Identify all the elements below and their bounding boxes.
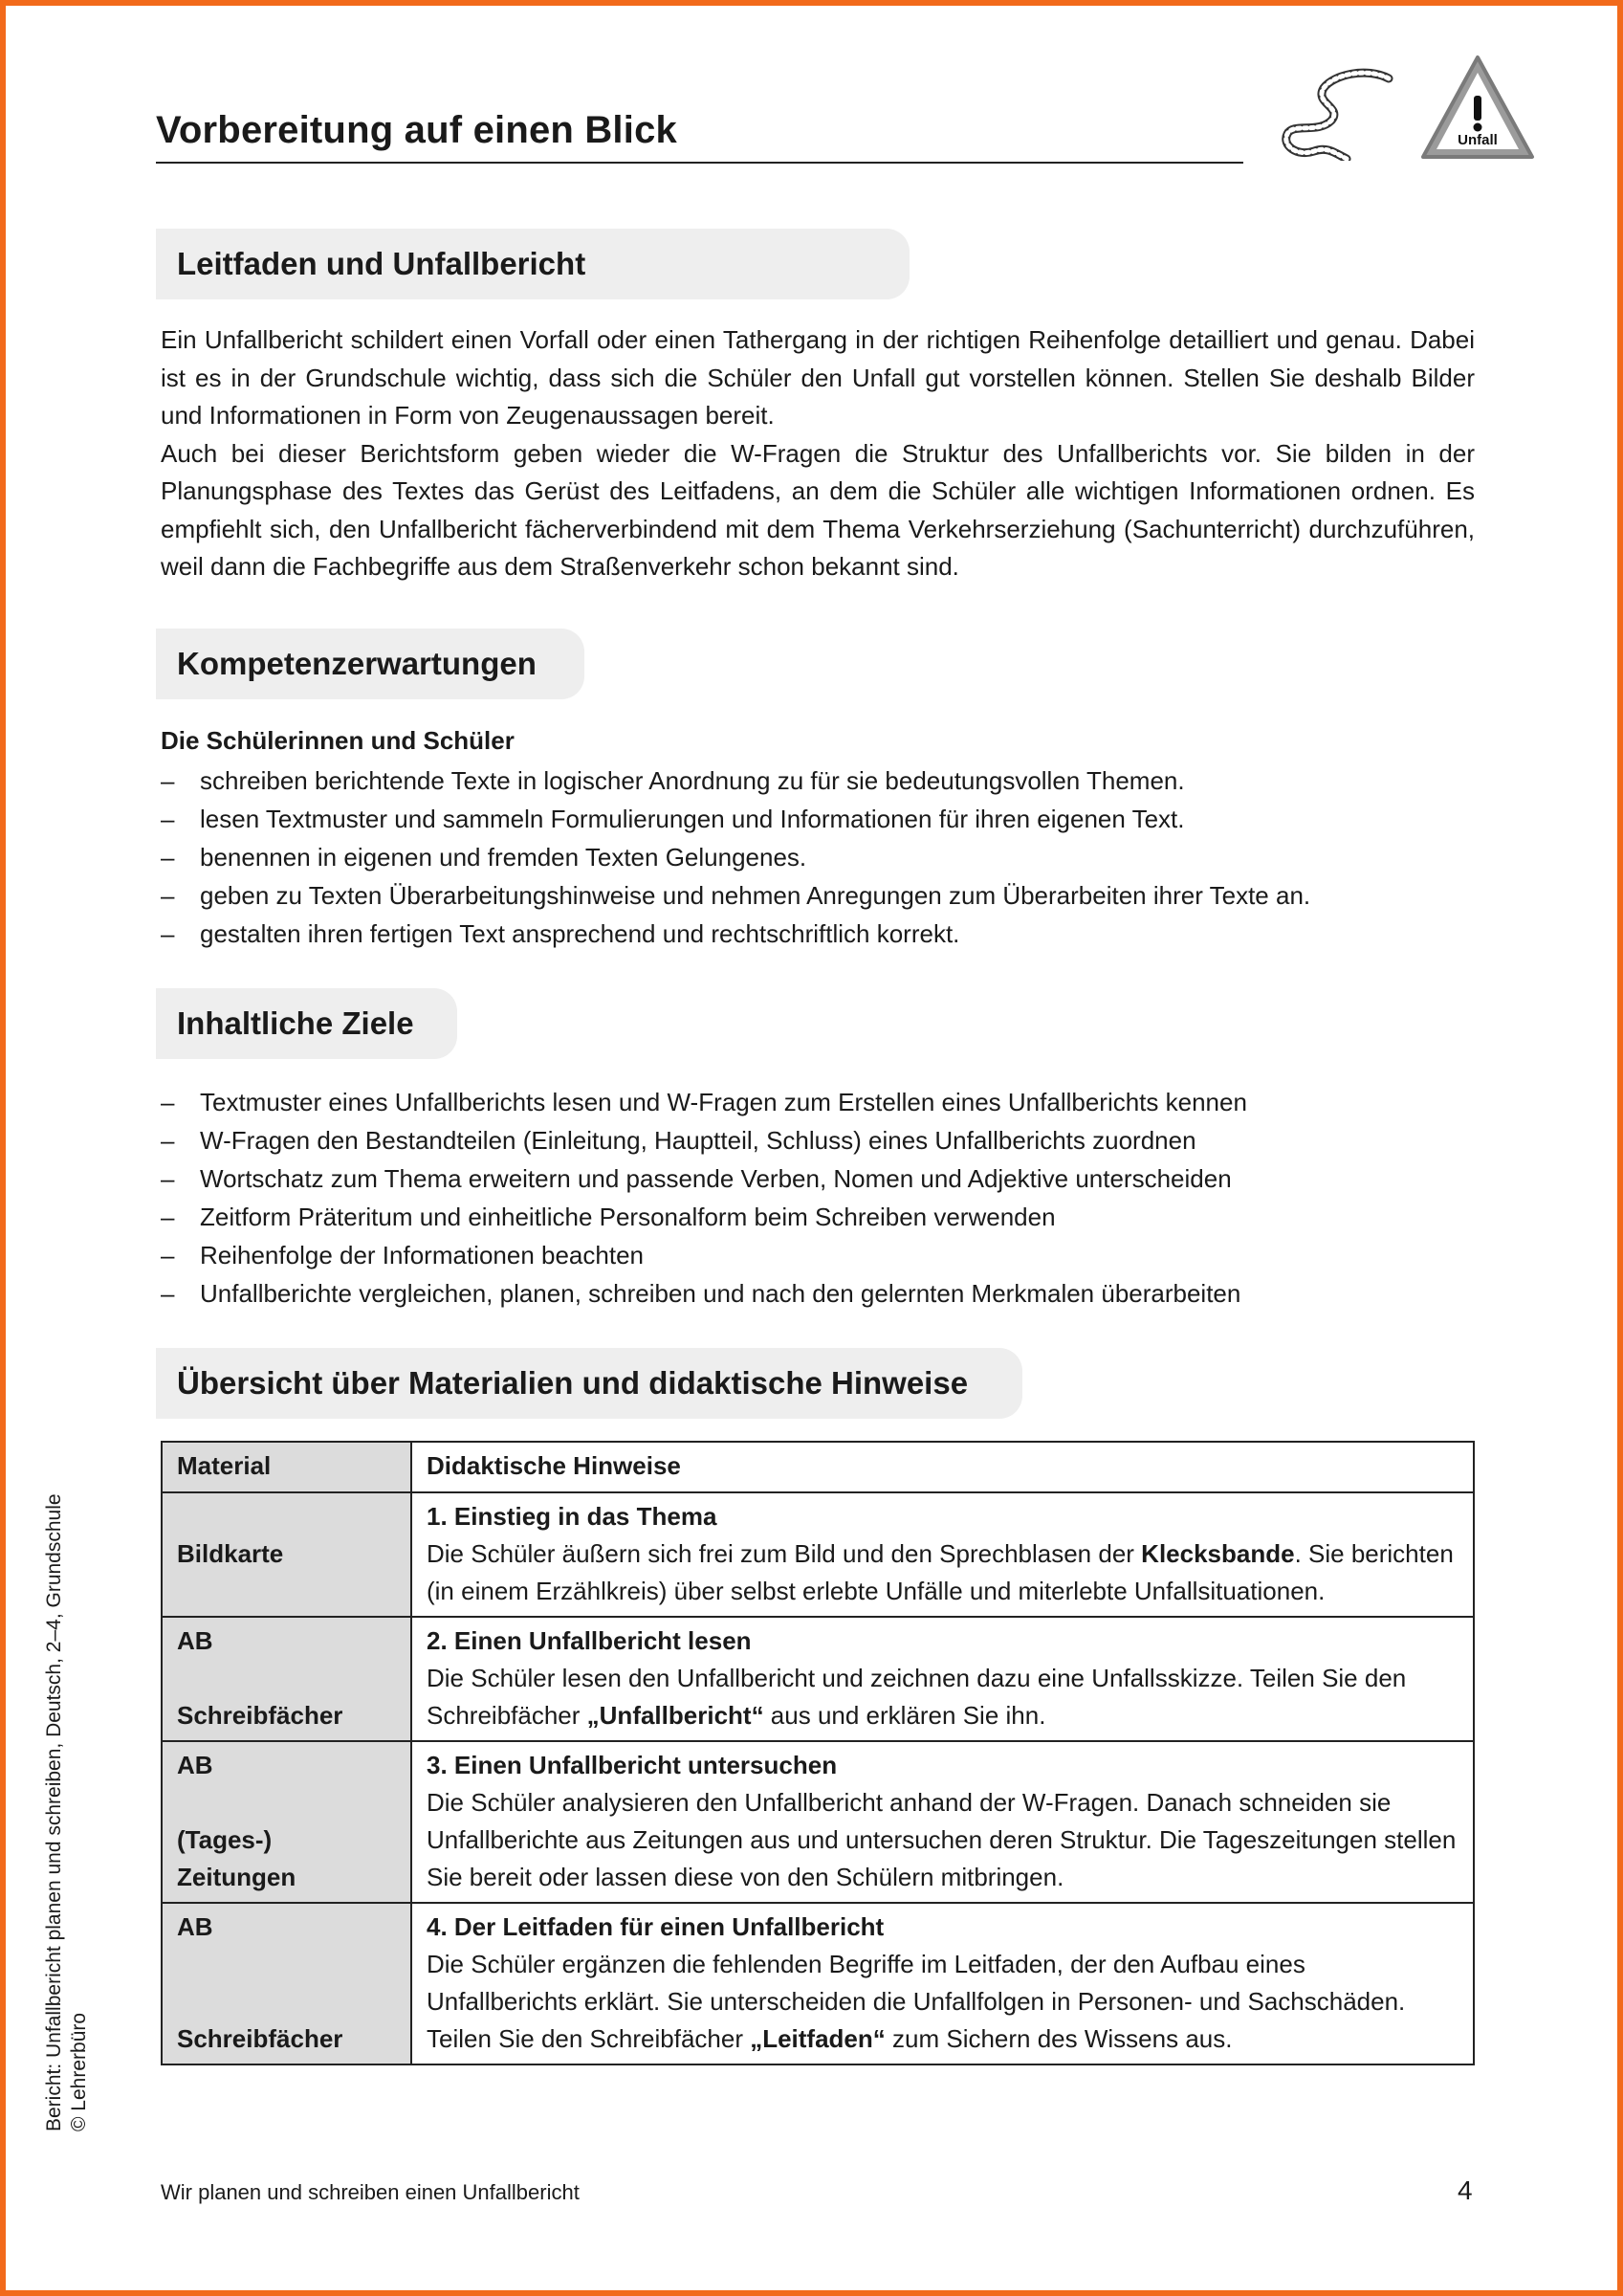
notes-cell — [411, 1741, 1474, 1903]
material-label: Bildkarte — [177, 1539, 284, 1568]
competences-list — [161, 762, 1475, 953]
material-label: AB — [177, 1751, 213, 1779]
notes-emphasis: Klecksbande — [1141, 1539, 1295, 1568]
guide-text — [161, 321, 1475, 586]
side-credit — [42, 1493, 92, 2131]
material-label: AB — [177, 1626, 213, 1655]
table-row — [162, 1617, 1474, 1741]
table-row — [162, 1741, 1474, 1903]
step-title: 2. Einen Unfallbericht lesen — [427, 1626, 752, 1655]
material-cell — [162, 1903, 411, 2064]
section-heading-goals: Inhaltliche Ziele — [156, 988, 457, 1059]
guide-paragraph-1: Ein Unfallbericht schildert einen Vorfall oder einen Tathergang in der richtigen Reihenfolge detailliert und genau. Dabei ist es in der Grundschule wichtig, dass sich die Schüler den Unfall gut vorstellen können. Stellen Sie deshalb Bilder und Informationen in Form von Zeugenaussagen bereit. — [161, 325, 1475, 430]
notes-emphasis: „Leitfaden“ — [750, 2024, 886, 2053]
list-item: – Zeitform Präteritum und einheitliche Personalform beim Schreiben verwenden — [161, 1198, 1475, 1236]
page-title: Vorbereitung auf einen Blick — [156, 109, 677, 151]
material-cell — [162, 1617, 411, 1741]
notes-text: Die Schüler lesen den Unfallbericht und zeichnen dazu eine Unfallsskizze. Teilen Sie den Schreibfächer — [427, 1664, 1407, 1730]
side-credit-line: Bericht: Unfallbericht planen und schreiben, Deutsch, 2–4, Grundschule — [43, 1493, 65, 2131]
step-title: 3. Einen Unfallbericht untersuchen — [427, 1751, 838, 1779]
notes-text-end: . Sie berichten (in einem Erzählkreis) über selbst erlebte Unfälle und miterlebte Unfallsituationen. — [427, 1539, 1454, 1605]
page-number: 4 — [1458, 2175, 1473, 2205]
notes-emphasis: „Unfallbericht“ — [586, 1701, 764, 1730]
list-item: – lesen Textmuster und sammeln Formulierungen und Informationen für ihren eigenen Text. — [161, 800, 1475, 838]
list-item: – Reihenfolge der Informationen beachten — [161, 1236, 1475, 1274]
notes-text-end: aus und erklären Sie ihn. — [763, 1701, 1046, 1730]
competences-subheading: Die Schülerinnen und Schüler — [161, 726, 515, 755]
warning-sign-icon — [1419, 54, 1536, 164]
list-item: – Wortschatz zum Thema erweitern und passende Verben, Nomen und Adjektive unterscheiden — [161, 1159, 1475, 1198]
notes-cell — [411, 1903, 1474, 2064]
list-item: – gestalten ihren fertigen Text ansprechend und rechtschriftlich korrekt. — [161, 915, 1475, 953]
section-heading-guide: Leitfaden und Unfallbericht — [156, 229, 910, 299]
material-label: Schreibfächer — [177, 1701, 343, 1730]
list-item: – geben zu Texten Überarbeitungshinweise und nehmen Anregungen zum Überarbeiten ihrer Texte an. — [161, 876, 1475, 915]
step-title: 4. Der Leitfaden für einen Unfallbericht — [427, 1912, 885, 1941]
notes-cell — [411, 1617, 1474, 1741]
column-header-material: Material — [162, 1442, 411, 1492]
list-item: – W-Fragen den Bestandteilen (Einleitung, Hauptteil, Schluss) eines Unfallberichts zuordnen — [161, 1121, 1475, 1159]
table-row — [162, 1903, 1474, 2064]
section-heading-competences: Kompetenzerwartungen — [156, 629, 584, 699]
warning-sign-label: Unfall — [1458, 132, 1498, 148]
notes-cell — [411, 1492, 1474, 1617]
table-header-row — [162, 1442, 1474, 1492]
notes-text: Die Schüler äußern sich frei zum Bild und den Sprechblasen der — [427, 1539, 1142, 1568]
notes-text: Die Schüler analysieren den Unfallbericht anhand der W-Fragen. Danach schneiden sie Unfallberichte aus Zeitungen aus und untersuchen deren Struktur. Die Tageszeitungen stellen Sie bereit oder lassen diese von den Schülern mitbringen. — [427, 1788, 1457, 1891]
material-cell — [162, 1492, 411, 1617]
title-underline — [156, 162, 1243, 164]
notes-text-end: zum Sichern des Wissens aus. — [885, 2024, 1233, 2053]
material-label: AB — [177, 1912, 213, 1941]
copyright-line: © Lehrerbüro — [68, 2012, 90, 2131]
column-header-notes: Didaktische Hinweise — [411, 1442, 1474, 1492]
footer-title: Wir planen und schreiben einen Unfallbericht — [161, 2180, 580, 2204]
goals-list — [161, 1083, 1475, 1313]
list-item: – Textmuster eines Unfallberichts lesen und W-Fragen zum Erstellen eines Unfallberichts kennen — [161, 1083, 1475, 1121]
material-label: Schreibfächer — [177, 2024, 343, 2053]
material-label: (Tages-) — [177, 1825, 273, 1854]
list-item: – Unfallberichte vergleichen, planen, schreiben und nach den gelernten Merkmalen überarbeiten — [161, 1274, 1475, 1313]
materials-table — [161, 1441, 1475, 2065]
rope-icon — [1276, 65, 1400, 161]
notes-text: Die Schüler ergänzen die fehlenden Begriffe im Leitfaden, der den Aufbau eines Unfallberichts erklärt. Sie unterscheiden die Unfallfolgen in Personen- und Sachschäden. Teilen Sie den Schreibfächer — [427, 1950, 1406, 2053]
table-row — [162, 1492, 1474, 1617]
list-item: – benennen in eigenen und fremden Texten Gelungenes. — [161, 838, 1475, 876]
material-cell — [162, 1741, 411, 1903]
step-title: 1. Einstieg in das Thema — [427, 1502, 717, 1531]
guide-paragraph-2: Auch bei dieser Berichtsform geben wieder die W-Fragen die Struktur des Unfallberichts vor. Sie bilden in der Planungsphase des Textes das Gerüst des Leitfadens, an dem die Schüler alle wichtigen Informationen ordnen. Es empfiehlt sich, den Unfallbericht fächerverbindend mit dem Thema Verkehrserziehung (Sachunterricht) durchzuführen, weil dann die Fachbegriffe aus dem Straßenverkehr schon bekannt sind. — [161, 438, 1475, 581]
material-label: Zeitungen — [177, 1863, 296, 1891]
section-heading-overview: Übersicht über Materialien und didaktische Hinweise — [156, 1348, 1022, 1419]
list-item: – schreiben berichtende Texte in logischer Anordnung zu für sie bedeutungsvollen Themen. — [161, 762, 1475, 800]
